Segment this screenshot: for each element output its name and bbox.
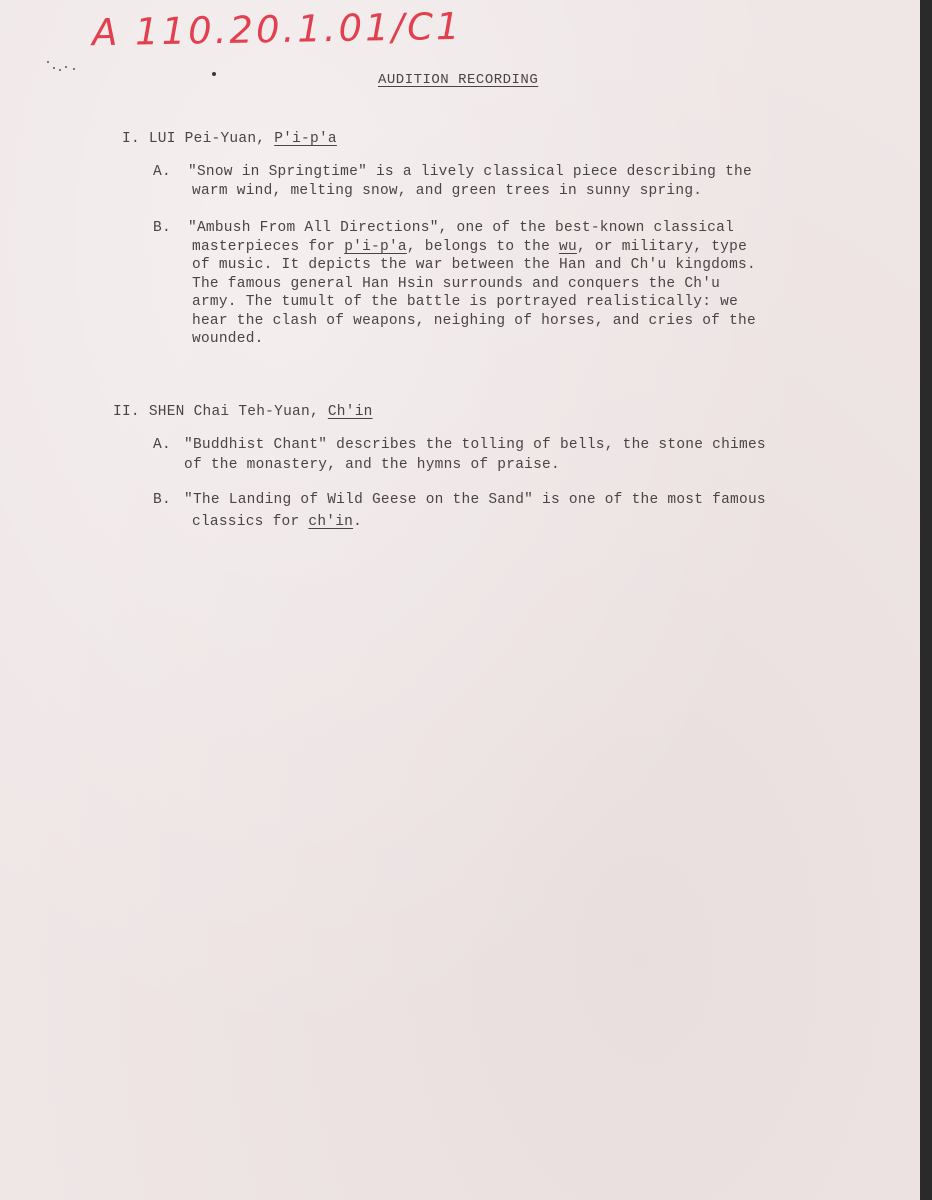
item-letter: A.: [153, 437, 171, 453]
underlined-term: wu: [559, 239, 577, 255]
item-text-line: classics for ch'in.: [192, 514, 363, 530]
item-letter: B.: [153, 220, 171, 236]
item-text-line: hear the clash of weapons, neighing of horses, and cries of the: [192, 313, 756, 329]
item-letter: B.: [153, 492, 171, 508]
performer-name: SHEN Chai Teh-Yuan,: [148, 404, 319, 420]
section-number: II.: [113, 404, 140, 420]
item-text-line: of music. It depicts the war between the Han and Ch'u kingdoms.: [192, 257, 756, 273]
ink-specks: [44, 58, 84, 78]
section-heading-1: [122, 131, 337, 147]
archive-reference-number: A 110.20.1.01/C1: [91, 4, 463, 55]
item-letter: A.: [153, 164, 171, 180]
underlined-term: p'i-p'a: [344, 239, 407, 255]
item-text-line: wounded.: [192, 331, 264, 347]
item-text-line: The famous general Han Hsin surrounds and conquers the Ch'u: [192, 276, 721, 292]
ink-dot: [212, 72, 216, 76]
section-heading-2: [113, 404, 373, 420]
underlined-term: ch'in: [308, 514, 354, 530]
instrument-name: Ch'in: [327, 404, 373, 420]
item-text-line: "Buddhist Chant" describes the tolling of bells, the stone chimes: [184, 437, 766, 453]
section-number: I.: [122, 131, 140, 147]
item-text-line: masterpieces for p'i-p'a, belongs to the wu, or military, type: [192, 239, 748, 255]
item-text-line: army. The tumult of the battle is portrayed realistically: we: [192, 294, 739, 310]
item-text-line: "The Landing of Wild Geese on the Sand" is one of the most famous: [184, 492, 766, 508]
item-text-line: of the monastery, and the hymns of praise.: [184, 457, 560, 473]
document-title: AUDITION RECORDING: [378, 72, 539, 88]
instrument-name: P'i-p'a: [274, 131, 337, 147]
item-text-line: "Ambush From All Directions", one of the best-known classical: [188, 220, 735, 236]
performer-name: LUI Pei-Yuan,: [148, 131, 266, 147]
item-text-line: warm wind, melting snow, and green trees in sunny spring.: [192, 183, 703, 199]
item-text-line: "Snow in Springtime" is a lively classical piece describing the: [188, 164, 752, 180]
